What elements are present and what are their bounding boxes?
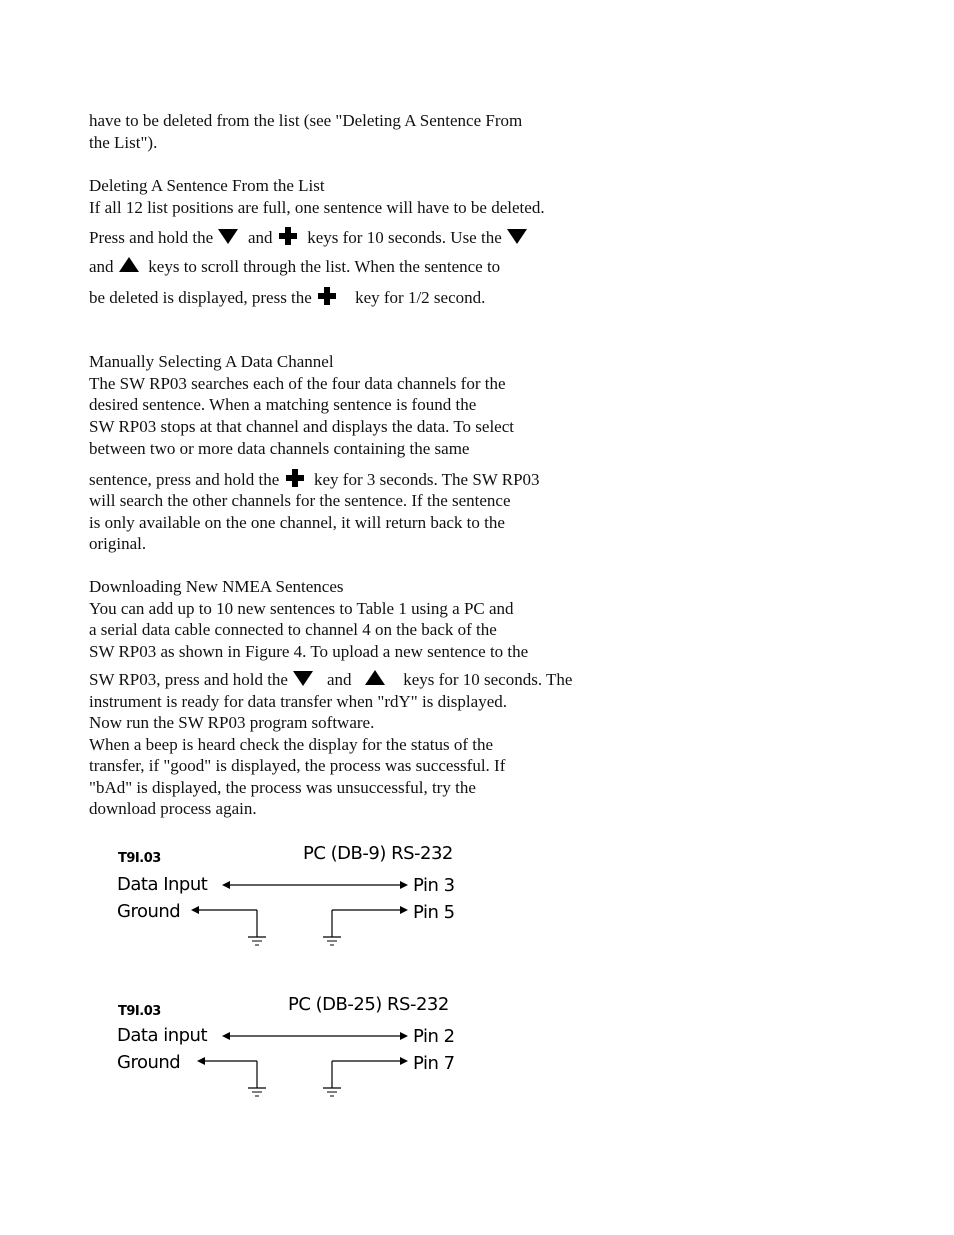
pin-label: Pin 3 [413,875,455,896]
ground-label: Ground [117,1052,181,1073]
download-line-5: instrument is ready for data transfer when "rdY" is displayed. [89,692,507,711]
intro-line-2: the List"). [89,133,158,152]
ground-label: Ground [117,901,181,922]
text: sentence, press and hold the [89,470,280,489]
text: keys for 10 seconds. The [403,670,573,689]
pc-connector-label: PC (DB-9) RS-232 [303,843,453,864]
pin-label: Pin 2 [413,1026,455,1047]
data-input-label: Data Input [117,874,208,895]
delete-line-1: If all 12 list positions are full, one sentence will have to be deleted. [89,198,545,217]
manual-line-1: The SW RP03 searches each of the four data channels for the [89,374,506,393]
download-line-7: When a beep is heard check the display for the status of the [89,735,494,754]
download-line-8: transfer, if "good" is displayed, the process was successful. If [89,756,506,775]
delete-heading: Deleting A Sentence From the List [89,176,325,195]
download-line-3: SW RP03 as shown in Figure 4. To upload a new sentence to the [89,642,529,661]
intro-line-1: have to be deleted from the list (see "Deleting A Sentence From [89,111,523,130]
download-line-1: You can add up to 10 new sentences to Table 1 using a PC and [89,599,514,618]
download-heading: Downloading New NMEA Sentences [89,577,344,596]
download-line-9: "bAd" is displayed, the process was unsuccessful, try the [89,778,476,797]
pc-connector-label: PC (DB-25) RS-232 [288,994,449,1015]
manual-line-3: SW RP03 stops at that channel and displays the data. To select [89,417,514,436]
text: keys for 10 seconds. Use the [307,228,502,247]
text: and [326,670,352,689]
manual-line-7: is only available on the one channel, it will return back to the [89,513,505,532]
download-line-6: Now run the SW RP03 program software. [89,713,375,732]
text: key for 3 seconds. The SW RP03 [314,470,540,489]
download-line-10: download process again. [89,799,257,818]
manual-line-2: desired sentence. When a matching sentence is found the [89,395,477,414]
pin-label: Pin 7 [413,1053,455,1074]
download-line-2: a serial data cable connected to channel 4 on the back of the [89,620,497,639]
text: SW RP03, press and hold the [89,670,288,689]
text: be deleted is displayed, press the [89,288,312,307]
device-label: T9I.03 [118,851,161,866]
device-label: T9I.03 [118,1004,161,1019]
manual-line-4: between two or more data channels containing the same [89,439,470,458]
text: Press and hold the [89,228,214,247]
text: keys to scroll through the list. When the sentence to [148,257,501,276]
text: and [89,257,114,276]
manual-line-6: will search the other channels for the sentence. If the sentence [89,491,511,510]
manual-heading: Manually Selecting A Data Channel [89,352,334,371]
text: and [247,228,273,247]
text: key for 1/2 second. [355,288,486,307]
data-input-label: Data input [117,1025,208,1046]
pin-label: Pin 5 [413,902,455,923]
manual-line-8: original. [89,534,147,553]
